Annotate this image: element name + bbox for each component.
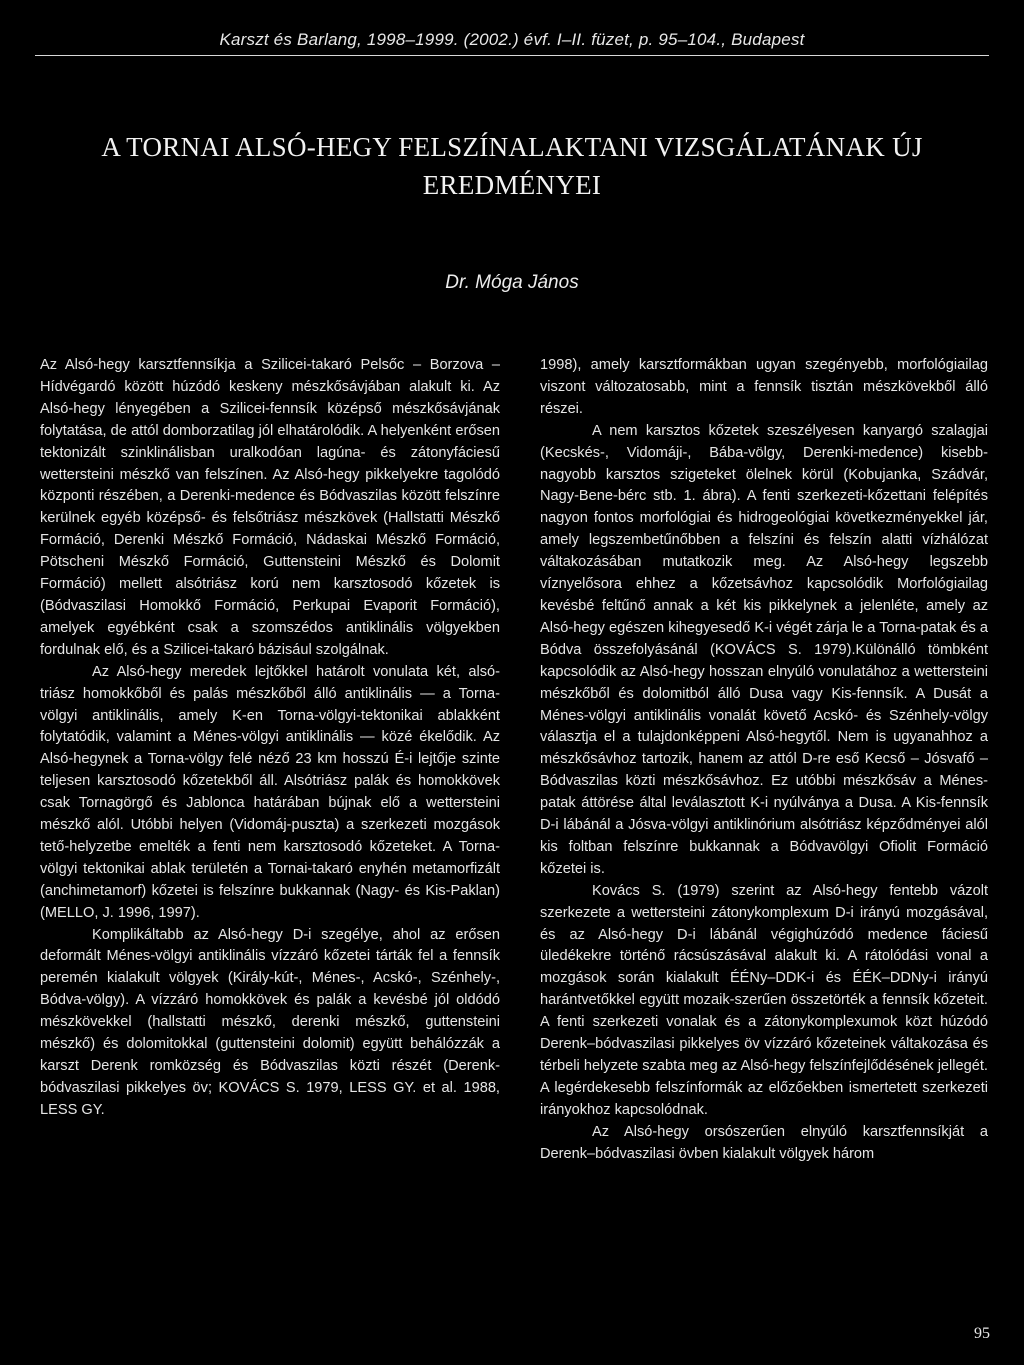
left-column — [40, 355, 500, 1122]
article-title: A TORNAI ALSÓ-HEGY FELSZÍNALAKTANI VIZSGÁLATÁNAK ÚJ EREDMÉNYEI — [101, 132, 923, 200]
right-paragraph-2: A nem karsztos kőzetek szeszélyesen kanyargó szalagjai (Kecskés-, Vidomáji-, Bába-völgy, Derenki-medence) kisebb-nagyobb karsztos szigeteket ölelnek körül (Kobujanka, Szádvár, Nagy-Bene-bérc stb. 1. ábra). A fenti szerkezeti-kőzettani felépítés nagyon fontos morfológiai és hidrogeológiai következményekkel jár, amely legszembetűnőbben a felszíni és felszín alatti vízhálózat váltakozásában mutatkozik meg. Az Alsó-hegy legszebb víznyelősora ehhez a kőzetsávhoz kapcsolódik Morfológiailag kevésbé feltűnő annak a két kis pikkelynek a jelenléte, amely az Alsó-hegy egészen kihegyesedő K-i végét zárja le a Torna-patak és a Bódva összefolyásánál (KOVÁCS S. 1979).Különálló tömbként kapcsolódik az Alsó-hegy hosszan elnyúló vonulatához a wettersteini mészkőből és dolomitból álló Dusa vagy Kis-fennsík. A Dusát a Ménes-völgyi antiklinális vonalát követő Acskó- és Szénhely-völgy választja el a tulajdonképpeni Alsó-hegytől. Nem is ugyanahhoz a mészkősávhoz tartozik, hanem az attól D-re eső Kecső – Jósvafő – Bódvaszilas közti mészkősávhoz. Ez utóbbi mészkősáv a Ménes-patak áttörése által leválasztott K-i nyúlványa a Dusa. A Kis-fennsík D-i lábánál a Jósva-völgyi antiklinórium alsótriász képződményei alól kis foltban felszínre bukkannak a Bódvavölgyi Ofiolit Formáció kőzetei is. — [540, 422, 988, 877]
running-head: Karszt és Barlang, 1998–1999. (2002.) évf. I–II. füzet, p. 95–104., Budapest — [219, 30, 805, 49]
right-column — [540, 355, 988, 1166]
left-paragraph-1: Az Alsó-hegy karsztfennsíkja a Szilicei-takaró Pelsőc – Borzova – Hídvégardó között húzódó keskeny mészkősávjában alakult ki. Az Alsó-hegy lényegében a Szilicei-fennsík középső mészkősávjának folytatása, de attól domborzatilag jól elhatárolódik. A helyenként erősen tektonizált szinklinálisban uralkodóan lagúna- és zátonyfáciesű wettersteini mészkő van felszínen. Az Alsó-hegy pikkelyekre tagolódó központi részében, a Derenki-medence és Bódvaszilas között felszínre kerülnek egyéb középső- és felsőtriász mészkövek (Hallstatti Mészkő Formáció, Derenki Mészkő Formáció, Nádaskai Mészkő Formáció, Pötscheni Mészkő Formáció, Guttensteini Mészkő és Dolomit Formáció) mellett alsótriász korú nem karsztosodó kőzetek is (Bódvaszilasi Homokkő Formáció, Perkupai Evaporit Formáció), amelyek egyébként csak a szomszédos antiklinális völgyekben fordulnak elő, és a Szilicei-takaró bázisául szolgálnak. — [40, 357, 500, 658]
page-number: 95 — [974, 1325, 990, 1342]
left-paragraph-3: Komplikáltabb az Alsó-hegy D-i szegélye, ahol az erősen deformált Ménes-völgyi antiklinális vízzáró kőzetei tárták fel a fennsík peremén kialakult völgyek (Király-kút-, Ménes-, Acskó-, Szénhely-, Bódva-völgy). A vízzáró homokkövek és palák a kevésbé jól oldódó mészkövekkel (hallstatti mészkő, derenki mészkő, guttensteini mészkő) és dolomitokkal (guttensteini dolomit) együtt behálózzák a karszt Derenk romközség és Bódvaszilas közti részét (Derenk-bódvaszilasi pikkelyes öv; KOVÁCS S. 1979, LESS GY. et al. 1988, LESS GY. — [40, 926, 500, 1118]
right-paragraph-4: Az Alsó-hegy orsószerűen elnyúló karsztfennsíkját a Derenk–bódvaszilasi övben kialakult völgyek három — [540, 1123, 988, 1162]
left-paragraph-2: Az Alsó-hegy meredek lejtőkkel határolt vonulata két, alsó-triász homokkőből és palás mészkőből álló antiklinális — a Torna-völgyi antiklinális, amely K-en Torna-völgyi-tektonikai ablakként folytatódik, valamint a Ménes-völgyi antiklinális — közé ékelődik. Az Alsó-hegynek a Torna-völgy felé néző 23 km hosszú É-i lejtője szinte teljesen karsztosodó kőzetekből áll. Alsótriász palák és homokkövek csak Tornagörgő és Jablonca határában bújnak elő a wettersteini mészkő alól. Utóbbi helyen (Vidomáj-puszta) a szerkezeti mozgások tető-helyzetbe emelték a fenti nem karsztosodó kőzeteket. A Torna-völgyi tektonikai ablak területén a Tornai-takaró enyhén metamorfizált (anchimetamorf) kőzetei is felszínre bukkannak (Nagy- és Kis-Paklan) (MELLO, J. 1996, 1997). — [40, 663, 500, 921]
header-rule — [35, 55, 989, 56]
right-paragraph-3: Kovács S. (1979) szerint az Alsó-hegy fentebb vázolt szerkezete a wettersteini zátonykomplexum D-i irányú mozgásával, és az Alsó-hegy D-i lábánál végighúzódó medence fáciesű üledékekre történő rácsúszásával alakult ki. A rátolódási vonal a mozgások során kialakult ÉÉNy–DDK-i és ÉÉK–DDNy-i irányú harántvetőkkel együtt mozaik-szerűen összetörték a fennsík kőzeteit. A fenti szerkezeti vonalak és a zátonykomplexumok közt húzódó Derenk–bódvaszilasi pikkelyes öv vízzáró kőzeteinek váltakozása és térbeli helyzete szabta meg az Alsó-hegy felszínfejlődésének jellegét. A legérdekesebb felszínformák az előzőekben ismertetett szerkezeti irányokhoz kapcsolódnak. — [540, 882, 988, 1118]
right-paragraph-1: 1998), amely karsztformákban ugyan szegényebb, morfológiailag viszont változatosabb, mint a fennsík tisztán mészkövekből álló részei. — [540, 357, 988, 417]
article-author: Dr. Móga János — [445, 272, 579, 293]
